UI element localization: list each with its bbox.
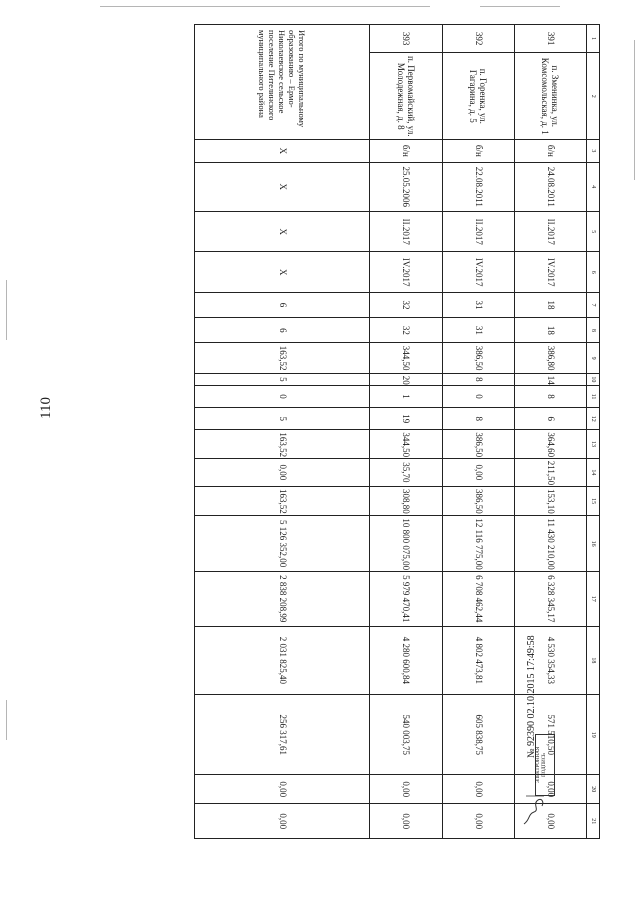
scan-artifact-left-lower	[6, 700, 7, 740]
table-cell: 11 430 210,00	[514, 516, 586, 572]
total-cell: 2 031 825,40	[195, 626, 370, 695]
total-row	[195, 25, 370, 839]
column-number: 20	[587, 775, 600, 804]
table-cell: II.2017	[514, 212, 586, 252]
column-number: 18	[587, 626, 600, 695]
table-cell: 8	[442, 373, 514, 385]
table-cell: 4 802 473,81	[442, 626, 514, 695]
signature-mark	[520, 790, 550, 830]
table-cell: 10 800 075,00	[370, 516, 442, 572]
column-number: 11	[587, 385, 600, 407]
total-cell: 163,52	[195, 430, 370, 458]
table-cell: 5 979 470,41	[370, 571, 442, 626]
total-cell: X	[195, 212, 370, 252]
column-number-row	[587, 25, 600, 839]
scan-artifact-right	[634, 40, 635, 180]
total-cell: 6	[195, 318, 370, 343]
scan-artifact-top	[100, 6, 430, 7]
address-cell: п. Горенка, ул. Гагарина, д. 5	[442, 53, 514, 140]
table-cell: 0,00	[442, 775, 514, 804]
total-cell: 163,52	[195, 487, 370, 516]
table-cell: б/н	[514, 140, 586, 162]
column-number: 12	[587, 408, 600, 430]
table-cell: 211,50	[514, 458, 586, 486]
column-number: 7	[587, 292, 600, 317]
table-cell: 0,00	[370, 804, 442, 839]
table-cell: 32	[370, 292, 442, 317]
table-cell: 571 510,50	[514, 695, 586, 775]
total-cell: 163,52	[195, 343, 370, 373]
column-number: 9	[587, 343, 600, 373]
total-cell: 5	[195, 373, 370, 385]
table-cell: IV.2017	[370, 252, 442, 292]
table-cell: 6	[514, 408, 586, 430]
page-number: 110	[38, 397, 54, 419]
table-cell: 386,50	[442, 430, 514, 458]
table-cell: 386,50	[442, 487, 514, 516]
column-number: 2	[587, 53, 600, 140]
table-cell: II.2017	[442, 212, 514, 252]
total-cell: X	[195, 252, 370, 292]
table-cell: 12 116 775,00	[442, 516, 514, 572]
total-cell: 2 838 208,99	[195, 571, 370, 626]
column-number: 16	[587, 516, 600, 572]
column-number: 19	[587, 695, 600, 775]
column-number: 13	[587, 430, 600, 458]
signature-stamp: ЭЛЕКТРОННАЯ ПОДПИСЬ	[535, 734, 555, 796]
column-number: 4	[587, 162, 600, 212]
table-cell: 386,80	[514, 343, 586, 373]
column-number: 21	[587, 804, 600, 839]
table-cell: 31	[442, 318, 514, 343]
table-cell: 25.05.2006	[370, 162, 442, 212]
table-cell: 344,50	[370, 430, 442, 458]
total-cell: 0,00	[195, 804, 370, 839]
table-cell: 24.08.2011	[514, 162, 586, 212]
table-cell: б/н	[442, 140, 514, 162]
address-cell: п. Первомайский, ул. Молодежная, д. 8	[370, 53, 442, 140]
column-number: 8	[587, 318, 600, 343]
total-cell: X	[195, 140, 370, 162]
table-cell: 540 003,75	[370, 695, 442, 775]
table-row	[442, 25, 514, 839]
table-cell: 344,50	[370, 343, 442, 373]
table-cell: 0,00	[514, 804, 586, 839]
table-cell: 22.08.2011	[442, 162, 514, 212]
table-cell: 14	[514, 373, 586, 385]
column-number: 15	[587, 487, 600, 516]
table-cell: 6 708 462,44	[442, 571, 514, 626]
table-cell: 19	[370, 408, 442, 430]
column-number: 17	[587, 571, 600, 626]
registration-number: № 92390 02.10.2015 17:49:58	[526, 635, 537, 758]
table-cell: 0	[442, 385, 514, 407]
table-cell: IV.2017	[442, 252, 514, 292]
row-number: 392	[442, 25, 514, 53]
total-cell: 256 317,61	[195, 695, 370, 775]
table-cell: II.2017	[370, 212, 442, 252]
table-cell: 18	[514, 292, 586, 317]
table-cell: 35,70	[370, 458, 442, 486]
table-row	[370, 25, 442, 839]
table-cell: 8	[514, 385, 586, 407]
rotated-table-container	[194, 24, 600, 839]
column-number: 6	[587, 252, 600, 292]
table-cell: 18	[514, 318, 586, 343]
row-number: 391	[514, 25, 586, 53]
table-cell: 364,60	[514, 430, 586, 458]
table-cell: 0,00	[442, 458, 514, 486]
column-number: 14	[587, 458, 600, 486]
total-cell: 0	[195, 385, 370, 407]
total-cell: 0,00	[195, 458, 370, 486]
column-number: 1	[587, 25, 600, 53]
table-cell: 1	[370, 385, 442, 407]
total-cell: 5 126 352,00	[195, 516, 370, 572]
table-cell: 153,10	[514, 487, 586, 516]
table-cell: 0,00	[442, 804, 514, 839]
housing-register-table	[194, 24, 600, 839]
table-cell: б/н	[370, 140, 442, 162]
table-cell: 6 328 345,17	[514, 571, 586, 626]
table-cell: 605 838,75	[442, 695, 514, 775]
column-number: 5	[587, 212, 600, 252]
row-number: 393	[370, 25, 442, 53]
table-cell: 20	[370, 373, 442, 385]
table-cell: 0,00	[514, 775, 586, 804]
scan-artifact-top-right	[480, 6, 560, 7]
total-cell: X	[195, 162, 370, 212]
total-cell: 6	[195, 292, 370, 317]
column-number: 3	[587, 140, 600, 162]
table-cell: 31	[442, 292, 514, 317]
scan-artifact-left	[6, 280, 7, 340]
table-cell: 0,00	[370, 775, 442, 804]
table-cell: 4 530 354,33	[514, 626, 586, 695]
total-label: Итого по муниципальному образованию – Ермо-Николаевское сельское поселение Пителинского муниципального района	[195, 25, 370, 140]
table-cell: IV.2017	[514, 252, 586, 292]
column-number: 10	[587, 373, 600, 385]
address-cell: п. Зменинка, ул. Комсомольская, д. 1	[514, 53, 586, 140]
table-cell: 386,50	[442, 343, 514, 373]
table-cell: 32	[370, 318, 442, 343]
table-cell: 4 280 600,84	[370, 626, 442, 695]
total-cell: 5	[195, 408, 370, 430]
table-cell: 8	[442, 408, 514, 430]
table-cell: 308,80	[370, 487, 442, 516]
total-cell: 0,00	[195, 775, 370, 804]
